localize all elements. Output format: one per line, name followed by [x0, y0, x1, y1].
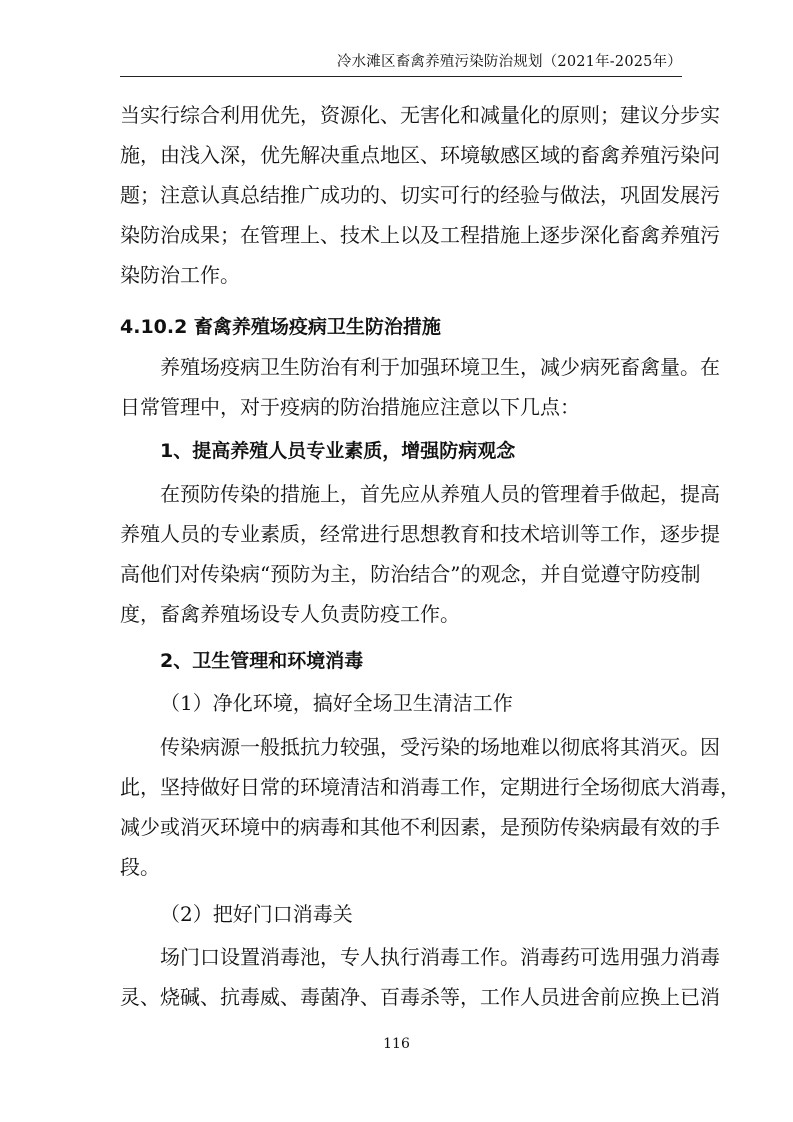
text-line: 传染病源一般抵抗力较强，受污染的场地难以彻底将其消灭。因 [160, 735, 720, 759]
text-line: 场门口设置消毒池，专人执行消毒工作。消毒药可选用强力消毒 [160, 945, 720, 969]
text-line: 灵、烧碱、抗毒威、毒菌净、百毒杀等，工作人员进舍前应换上已消 [120, 985, 720, 1009]
text-line: 日常管理中，对于疫病的防治措施应注意以下几点： [120, 395, 580, 419]
text-line: 题；注意认真总结推广成功的、切实可行的经验与做法，巩固发展污 [120, 183, 720, 207]
item-heading: 2、卫生管理和环境消毒 [160, 650, 364, 672]
text-line: 高他们对传染病“预防为主，防治结合”的观念，并自觉遵守防疫制 [120, 562, 701, 586]
page-number: 116 [383, 1036, 410, 1052]
text-line: 养殖场疫病卫生防治有利于加强环境卫生，减少病死畜禽量。在 [160, 355, 720, 379]
paragraph-continuation [120, 95, 720, 295]
text-line: 养殖人员的专业素质，经常进行思想教育和技术培训等工作，逐步提 [120, 522, 720, 546]
sub1-paragraph [120, 727, 740, 887]
item1-heading-block [120, 431, 676, 471]
text-line: 染防治成果；在管理上、技术上以及工程措施上逐步深化畜禽养殖污 [120, 223, 720, 247]
item2-heading-block [120, 641, 676, 681]
running-header: 冷水滩区畜禽养殖污染防治规划（2021年-2025年） [336, 54, 682, 70]
text-line: 段。 [120, 855, 160, 879]
text-line: 减少或消灭环境中的病毒和其他不利因素，是预防传染病最有效的手 [120, 815, 720, 839]
subitem-heading: （2）把好门口消毒关 [160, 902, 353, 926]
header-rule [120, 76, 682, 77]
text-line: 染防治工作。 [120, 263, 240, 287]
text-line: 度，畜禽养殖场设专人负责防疫工作。 [120, 602, 460, 626]
section-heading-block [120, 307, 676, 347]
sub2-paragraph [120, 937, 720, 1017]
sub1-heading-block [120, 683, 676, 723]
subitem-heading: （1）净化环境，搞好全场卫生清洁工作 [160, 691, 513, 715]
intro-paragraph [120, 347, 720, 427]
item-heading: 1、提高养殖人员专业素质，增强防病观念 [160, 440, 516, 462]
text-line: 此，坚持做好日常的环境清洁和消毒工作，定期进行全场彻底大消毒， [120, 775, 740, 799]
text-line: 当实行综合利用优先，资源化、无害化和减量化的原则；建议分步实 [120, 103, 720, 127]
sub2-heading-block [120, 894, 676, 934]
item1-paragraph [120, 474, 720, 634]
section-heading: 4.10.2 畜禽养殖场疫病卫生防治措施 [120, 316, 441, 338]
text-line: 在预防传染的措施上，首先应从养殖人员的管理着手做起，提高 [160, 482, 720, 506]
text-line: 施，由浅入深，优先解决重点地区、环境敏感区域的畜禽养殖污染问 [120, 143, 720, 167]
